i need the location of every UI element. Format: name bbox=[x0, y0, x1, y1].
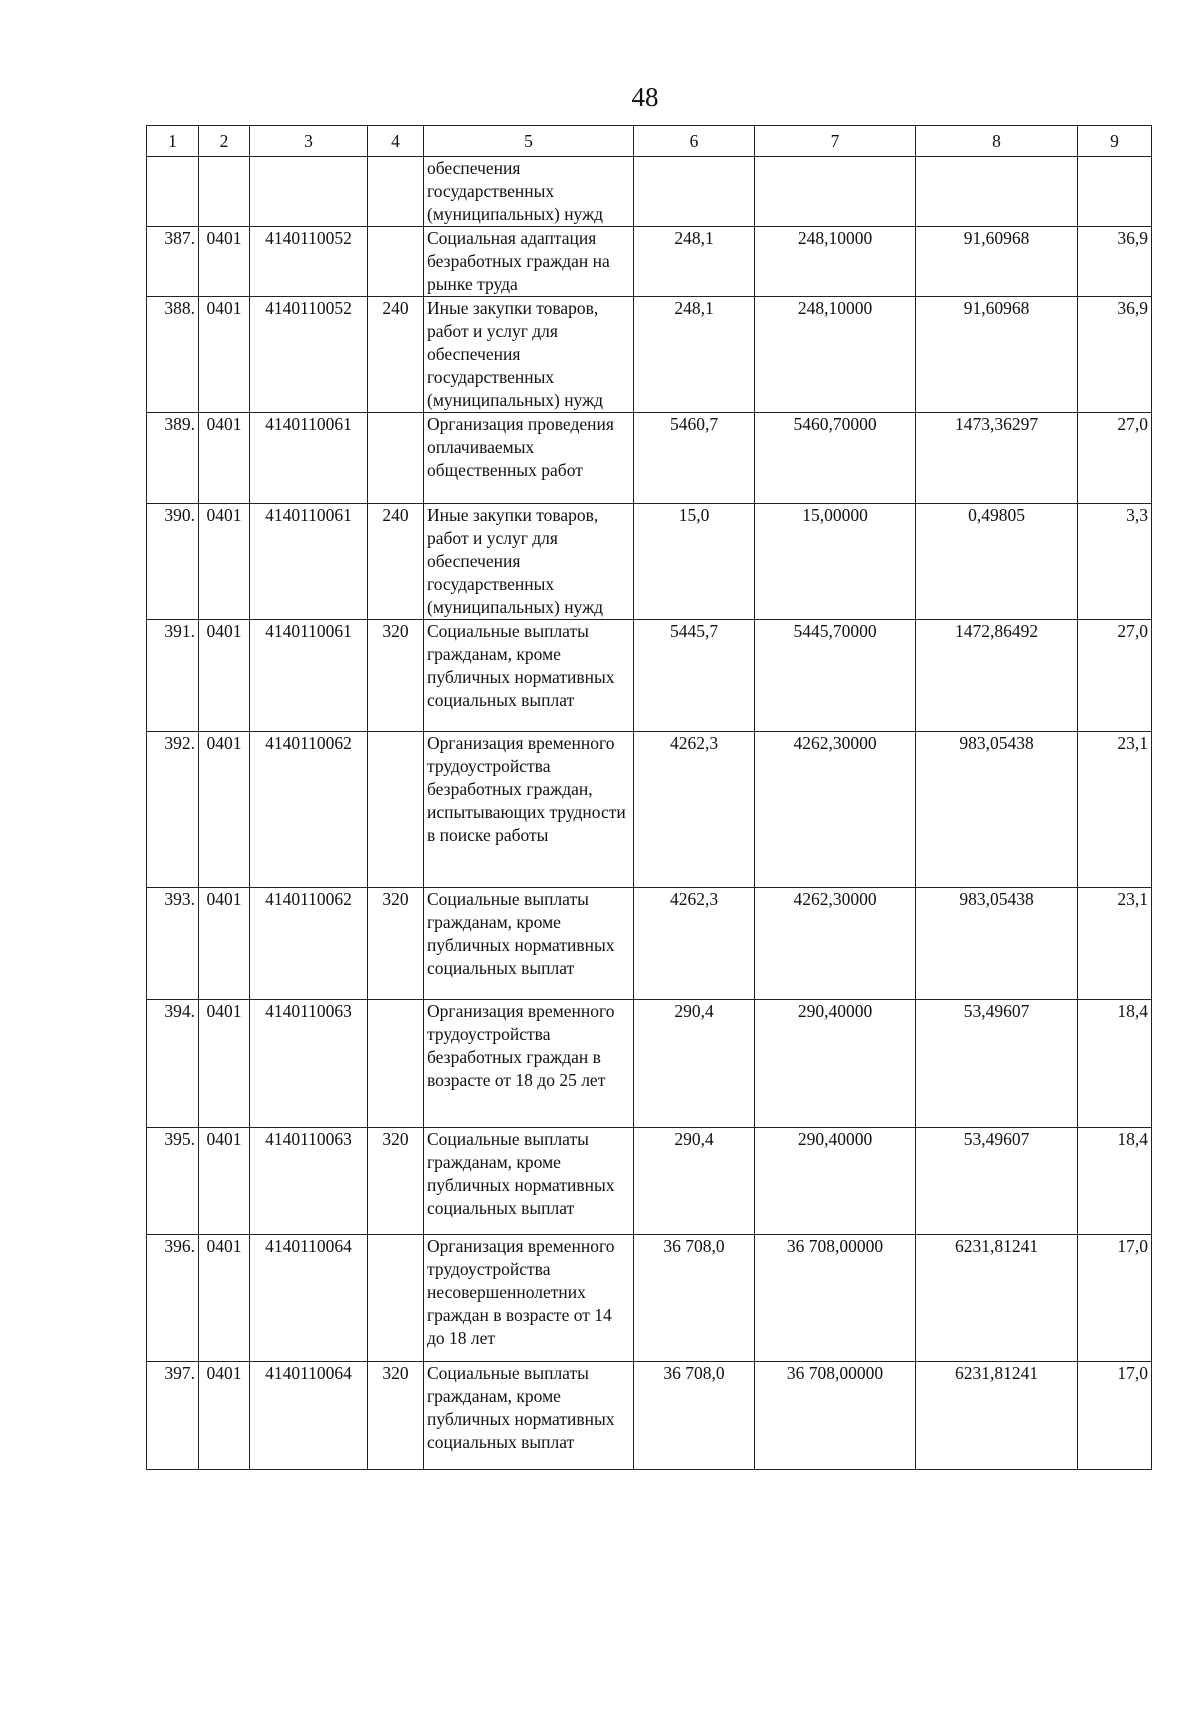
section-code-cell: 0401 bbox=[199, 888, 250, 1000]
column-header: 7 bbox=[755, 126, 916, 157]
row-number-cell: 391. bbox=[147, 620, 199, 732]
plan-amount-cell: 248,1 bbox=[634, 297, 755, 413]
execution-percent-cell: 17,0 bbox=[1078, 1362, 1152, 1470]
target-article-cell bbox=[250, 157, 368, 227]
expense-type-cell bbox=[368, 227, 424, 297]
expense-type-cell: 320 bbox=[368, 1362, 424, 1470]
column-header: 8 bbox=[916, 126, 1078, 157]
executed-amount-cell: 53,49607 bbox=[916, 1128, 1078, 1235]
item-name-cell: Иные закупки товаров, работ и услуг для обеспечения государственных (муниципальных) нужд bbox=[424, 297, 634, 413]
expense-type-cell bbox=[368, 732, 424, 888]
execution-percent-cell: 27,0 bbox=[1078, 620, 1152, 732]
refined-amount-cell: 36 708,00000 bbox=[755, 1235, 916, 1362]
target-article-cell: 4140110062 bbox=[250, 732, 368, 888]
executed-amount-cell: 6231,81241 bbox=[916, 1235, 1078, 1362]
row-number-cell: 394. bbox=[147, 1000, 199, 1128]
row-number-cell: 388. bbox=[147, 297, 199, 413]
expense-type-cell bbox=[368, 1235, 424, 1362]
plan-amount-cell: 5460,7 bbox=[634, 413, 755, 504]
row-number-cell: 390. bbox=[147, 504, 199, 620]
expense-type-cell bbox=[368, 1000, 424, 1128]
refined-amount-cell bbox=[755, 157, 916, 227]
refined-amount-cell: 290,40000 bbox=[755, 1000, 916, 1128]
item-name-cell: Социальные выплаты гражданам, кроме публичных нормативных социальных выплат bbox=[424, 1362, 634, 1470]
section-code-cell bbox=[199, 157, 250, 227]
execution-percent-cell: 3,3 bbox=[1078, 504, 1152, 620]
row-number-cell: 392. bbox=[147, 732, 199, 888]
item-name-cell: Социальные выплаты гражданам, кроме публичных нормативных социальных выплат bbox=[424, 620, 634, 732]
plan-amount-cell: 36 708,0 bbox=[634, 1235, 755, 1362]
expense-type-cell bbox=[368, 157, 424, 227]
plan-amount-cell: 15,0 bbox=[634, 504, 755, 620]
execution-percent-cell: 18,4 bbox=[1078, 1000, 1152, 1128]
item-name-cell: Организация временного трудоустройства безработных граждан, испытывающих трудности в поиске работы bbox=[424, 732, 634, 888]
row-number-cell: 396. bbox=[147, 1235, 199, 1362]
expense-type-cell: 320 bbox=[368, 1128, 424, 1235]
row-number-cell: 395. bbox=[147, 1128, 199, 1235]
table-row bbox=[147, 297, 1152, 413]
table-row bbox=[147, 732, 1152, 888]
expense-type-cell: 240 bbox=[368, 297, 424, 413]
table-row bbox=[147, 157, 1152, 227]
refined-amount-cell: 5460,70000 bbox=[755, 413, 916, 504]
executed-amount-cell: 1472,86492 bbox=[916, 620, 1078, 732]
row-number-cell: 393. bbox=[147, 888, 199, 1000]
target-article-cell: 4140110061 bbox=[250, 504, 368, 620]
section-code-cell: 0401 bbox=[199, 227, 250, 297]
table-row bbox=[147, 1128, 1152, 1235]
executed-amount-cell: 91,60968 bbox=[916, 227, 1078, 297]
refined-amount-cell: 290,40000 bbox=[755, 1128, 916, 1235]
target-article-cell: 4140110052 bbox=[250, 297, 368, 413]
section-code-cell: 0401 bbox=[199, 1128, 250, 1235]
column-header: 4 bbox=[368, 126, 424, 157]
item-name-cell: Иные закупки товаров, работ и услуг для обеспечения государственных (муниципальных) нужд bbox=[424, 504, 634, 620]
execution-percent-cell: 23,1 bbox=[1078, 732, 1152, 888]
table-row bbox=[147, 888, 1152, 1000]
execution-percent-cell: 36,9 bbox=[1078, 297, 1152, 413]
table-row bbox=[147, 1235, 1152, 1362]
refined-amount-cell: 4262,30000 bbox=[755, 732, 916, 888]
section-code-cell: 0401 bbox=[199, 1362, 250, 1470]
target-article-cell: 4140110064 bbox=[250, 1235, 368, 1362]
plan-amount-cell bbox=[634, 157, 755, 227]
executed-amount-cell: 0,49805 bbox=[916, 504, 1078, 620]
row-number-cell: 397. bbox=[147, 1362, 199, 1470]
plan-amount-cell: 4262,3 bbox=[634, 888, 755, 1000]
row-number-cell bbox=[147, 157, 199, 227]
item-name-cell: Организация временного трудоустройства несовершеннолетних граждан в возрасте от 14 до 18 лет bbox=[424, 1235, 634, 1362]
execution-percent-cell: 23,1 bbox=[1078, 888, 1152, 1000]
column-number-header-row bbox=[147, 126, 1152, 157]
target-article-cell: 4140110063 bbox=[250, 1128, 368, 1235]
executed-amount-cell bbox=[916, 157, 1078, 227]
column-header: 6 bbox=[634, 126, 755, 157]
refined-amount-cell: 15,00000 bbox=[755, 504, 916, 620]
expense-type-cell: 240 bbox=[368, 504, 424, 620]
column-header: 2 bbox=[199, 126, 250, 157]
row-number-cell: 387. bbox=[147, 227, 199, 297]
executed-amount-cell: 983,05438 bbox=[916, 732, 1078, 888]
item-name-cell: Социальная адаптация безработных граждан на рынке труда bbox=[424, 227, 634, 297]
expense-type-cell: 320 bbox=[368, 620, 424, 732]
target-article-cell: 4140110052 bbox=[250, 227, 368, 297]
executed-amount-cell: 91,60968 bbox=[916, 297, 1078, 413]
column-header: 5 bbox=[424, 126, 634, 157]
execution-percent-cell: 36,9 bbox=[1078, 227, 1152, 297]
plan-amount-cell: 5445,7 bbox=[634, 620, 755, 732]
section-code-cell: 0401 bbox=[199, 620, 250, 732]
section-code-cell: 0401 bbox=[199, 413, 250, 504]
section-code-cell: 0401 bbox=[199, 1000, 250, 1128]
execution-percent-cell: 17,0 bbox=[1078, 1235, 1152, 1362]
execution-percent-cell: 18,4 bbox=[1078, 1128, 1152, 1235]
refined-amount-cell: 248,10000 bbox=[755, 227, 916, 297]
refined-amount-cell: 248,10000 bbox=[755, 297, 916, 413]
expense-type-cell: 320 bbox=[368, 888, 424, 1000]
table-row bbox=[147, 1362, 1152, 1470]
table-row bbox=[147, 1000, 1152, 1128]
page-number: 48 bbox=[631, 82, 659, 112]
item-name-cell: Социальные выплаты гражданам, кроме публичных нормативных социальных выплат bbox=[424, 888, 634, 1000]
row-number-cell: 389. bbox=[147, 413, 199, 504]
plan-amount-cell: 290,4 bbox=[634, 1000, 755, 1128]
table-row bbox=[147, 504, 1152, 620]
refined-amount-cell: 4262,30000 bbox=[755, 888, 916, 1000]
section-code-cell: 0401 bbox=[199, 297, 250, 413]
executed-amount-cell: 6231,81241 bbox=[916, 1362, 1078, 1470]
plan-amount-cell: 36 708,0 bbox=[634, 1362, 755, 1470]
item-name-cell: Организация временного трудоустройства безработных граждан в возрасте от 18 до 25 лет bbox=[424, 1000, 634, 1128]
column-header: 3 bbox=[250, 126, 368, 157]
table-row bbox=[147, 227, 1152, 297]
budget-table bbox=[146, 125, 1152, 1470]
section-code-cell: 0401 bbox=[199, 1235, 250, 1362]
section-code-cell: 0401 bbox=[199, 504, 250, 620]
target-article-cell: 4140110062 bbox=[250, 888, 368, 1000]
plan-amount-cell: 4262,3 bbox=[634, 732, 755, 888]
plan-amount-cell: 290,4 bbox=[634, 1128, 755, 1235]
execution-percent-cell: 27,0 bbox=[1078, 413, 1152, 504]
target-article-cell: 4140110064 bbox=[250, 1362, 368, 1470]
column-header: 1 bbox=[147, 126, 199, 157]
refined-amount-cell: 5445,70000 bbox=[755, 620, 916, 732]
column-header: 9 bbox=[1078, 126, 1152, 157]
execution-percent-cell bbox=[1078, 157, 1152, 227]
executed-amount-cell: 1473,36297 bbox=[916, 413, 1078, 504]
target-article-cell: 4140110063 bbox=[250, 1000, 368, 1128]
item-name-cell: обеспечения государственных (муниципальных) нужд bbox=[424, 157, 634, 227]
section-code-cell: 0401 bbox=[199, 732, 250, 888]
refined-amount-cell: 36 708,00000 bbox=[755, 1362, 916, 1470]
item-name-cell: Социальные выплаты гражданам, кроме публичных нормативных социальных выплат bbox=[424, 1128, 634, 1235]
target-article-cell: 4140110061 bbox=[250, 620, 368, 732]
executed-amount-cell: 983,05438 bbox=[916, 888, 1078, 1000]
table-row bbox=[147, 413, 1152, 504]
plan-amount-cell: 248,1 bbox=[634, 227, 755, 297]
executed-amount-cell: 53,49607 bbox=[916, 1000, 1078, 1128]
table-row bbox=[147, 620, 1152, 732]
item-name-cell: Организация проведения оплачиваемых общественных работ bbox=[424, 413, 634, 504]
expense-type-cell bbox=[368, 413, 424, 504]
target-article-cell: 4140110061 bbox=[250, 413, 368, 504]
